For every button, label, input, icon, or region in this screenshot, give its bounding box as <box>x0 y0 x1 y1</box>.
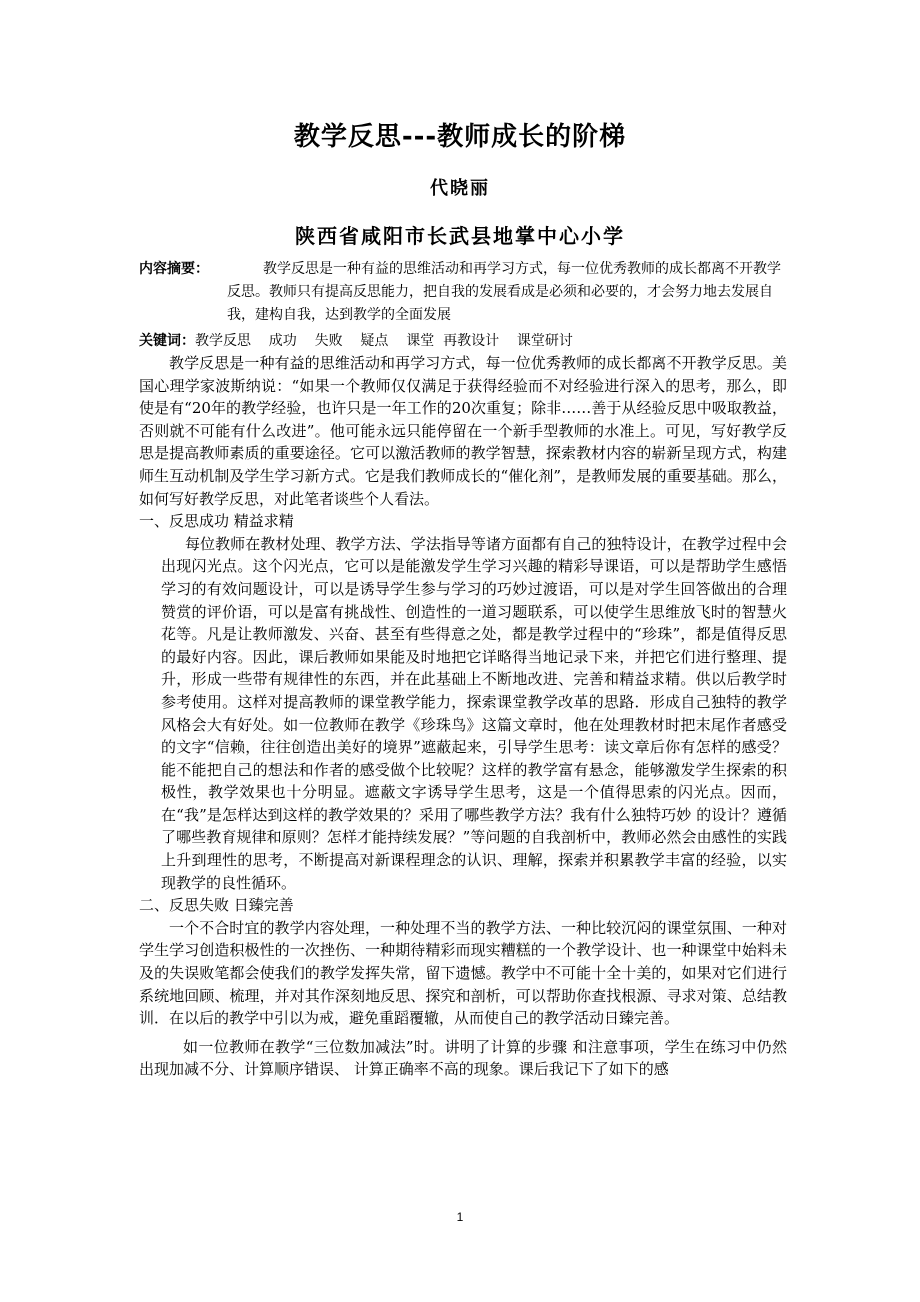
body-text <box>139 352 787 1081</box>
abstract-block <box>139 258 789 327</box>
page-number: 1 <box>456 1210 464 1224</box>
section-1-heading: 一、反思成功 精益求精 <box>139 512 294 531</box>
section-1-body <box>139 533 787 895</box>
document-title: 教学反思---教师成长的阶梯 <box>293 122 627 152</box>
author-name: 代晓丽 <box>430 178 490 199</box>
intro-paragraph: 教学反思是一种有益的思维活动和再学习方式，每一位优秀教师的成长都离不开教学反思。美国心理学家波斯纳说：“如果一个教师仅仅满足于获得经验而不对经验进行深入的思考，那么，即使是有“20年的教学经验，也许只是一年工作的20次重复；除非……善于从经验反思中吸取教益，否则就不可能有什么改进”。他可能永远只能停留在一个新手型教师的水准上。可见，写好教学反思是提高教师素质的重要途径。它可以激活教师的教学智慧，探索教材内容的崭新呈现方式，构建师生互动机制及学生学习新方式。它是我们教师成长的“催化剂”，是教师发展的重要基础。那么，如何写好教学反思，对此笔者谈些个人看法。 <box>139 354 787 508</box>
abstract-text-wrap <box>139 258 789 327</box>
author-affiliation: 陕西省咸阳市长武县地掌中心小学 <box>295 224 625 248</box>
abstract-label: 内容摘要： <box>139 261 209 277</box>
abstract-text: 教学反思是一种有益的思维活动和再学习方式，每一位优秀教师的成长都离不开教学反思。教师只有提高反思能力，把自我的发展看成是必须和必要的，才会努力地去发展自我，建构自我，达到教学的全面发展 <box>227 261 781 323</box>
keywords-line <box>139 330 789 352</box>
section-2-paragraph: 一个不合时宜的教学内容处理，一种处理不当的教学方法、一种比较沉闷的课堂氛围、一种对学生学习创造积极性的一次挫伤、一种期待精彩而现实糟糕的一个教学设计、也一种课堂中始料未及的失误败笔都会使我们的教学发挥失常，留下遗憾。教学中不可能十全十美的，如果对它们进行系统地回顾、梳理，并对其作深刻地反思、探究和剖析，可以帮助你查找根源、寻求对策、总结教训．在以后的教学中引以为戒，避免重蹈覆辙，从而使自己的教学活动日臻完善。 <box>139 918 787 1028</box>
keywords-text: 教学反思 成功 失败 疑点 课堂 再教设计 课堂研讨 <box>195 333 573 349</box>
section-2-paragraph-2: 如一位教师在教学“三位数加减法”时。讲明了计算的步骤 和注意事项，学生在练习中仍然出现加减不分、计算顺序错误、 计算正确率不高的现象。课后我记下了如下的感 <box>139 1037 787 1079</box>
section-2-heading: 二、反思失败 日臻完善 <box>139 896 294 915</box>
section-1-paragraph: 每位教师在教材处理、教学方法、学法指导等诸方面都有自己的独特设计，在教学过程中会出现闪光点。这个闪光点，它可以是能激发学生学习兴趣的精彩导课语，可以是帮助学生感悟学习的有效问题设计，可以是诱导学生参与学习的巧妙过渡语，可以是对学生回答做出的合理赞赏的评价语，可以是富有挑战性、创造性的一道习题联系，可以使学生思维放飞时的智慧火花等。凡是让教师激发、兴奋、甚至有些得意之处，都是教学过程中的“珍珠”，都是值得反思的最好内容。因此，课后教师如果能及时地把它详略得当地记录下来，并把它们进行整理、提升，形成一些带有规律性的东西，并在此基础上不断地改进、完善和精益求精。供以后教学时参考使用。这样对提高教师的课堂教学能力，探索课堂教学改革的思路．形成自己独特的教学风格会大有好处。如一位教师在教学《珍珠鸟》这篇文章时，他在处理教材时把末尾作者感受的文字“信赖，往往创造出美好的境界”遮蔽起来，引导学生思考：读文章后你有怎样的感受？能不能把自己的想法和作者的感受做个比较呢？这样的教学富有悬念，能够激发学生探索的积极性，教学效果也十分明显。遮蔽文字诱导学生思考，这是一个值得思索的闪光点。因而，在“我”是怎样达到这样的教学效果的？采用了哪些教学方法？我有什么独特巧妙 的设计？遵循了哪些教育规律和原则？怎样才能持续发展？”等问题的自我剖析中，教师必然会由感性的实践上升到理性的思考，不断提高对新课程理念的认识、理解，探索并积累教学丰富的经验，以实现教学的良性循环。 <box>161 534 787 892</box>
keywords-label: 关键词： <box>139 333 195 349</box>
